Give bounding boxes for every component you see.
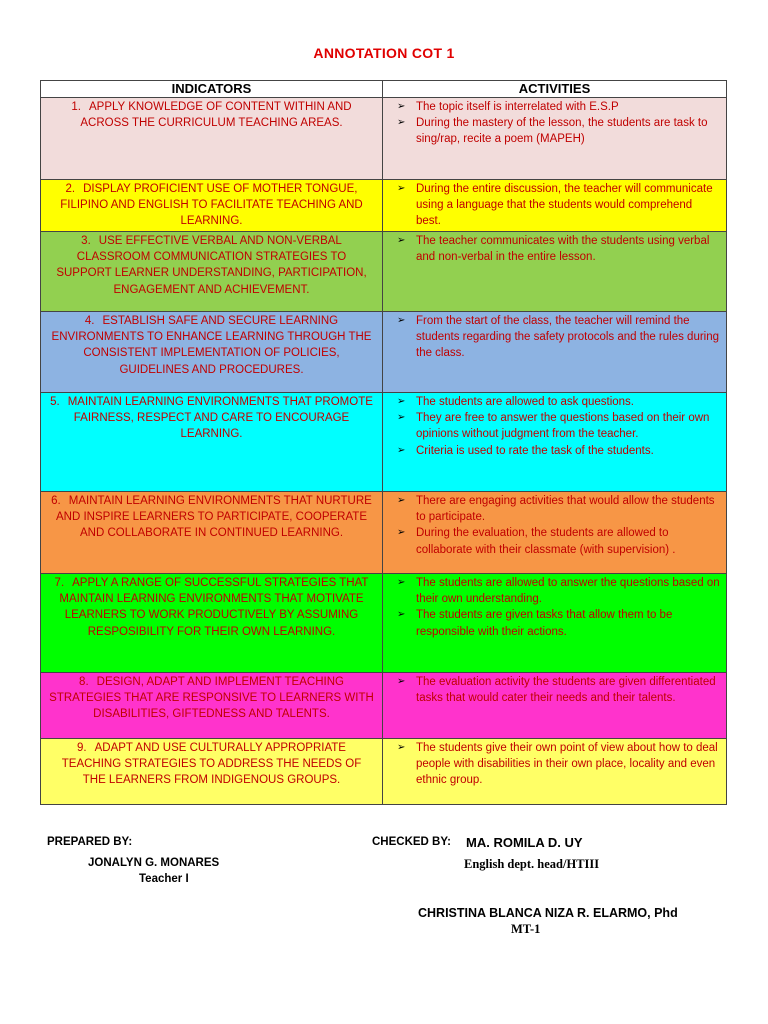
activities-list — [383, 492, 726, 558]
activity-text: There are engaging activities that would allow the students to participate. — [416, 495, 715, 524]
indicator-label: ESTABLISH SAFE AND SECURE LEARNING ENVIRONMENTS TO ENHANCE LEARNING THROUGH THE CONSISTENT IMPLEMENTATION OF POLICIES, GUIDELINES AND PROCEDURES. — [51, 315, 372, 376]
indicator-number: 1. — [71, 101, 81, 113]
indicator-number: 6. — [51, 495, 61, 507]
arrow-bullet-icon: ➢ — [397, 235, 406, 246]
list-item — [397, 233, 720, 265]
prepared-by-title: Teacher I — [139, 873, 189, 885]
document-title: ANNOTATION COT 1 — [313, 45, 455, 61]
indicator-text — [41, 232, 382, 298]
approver-name: CHRISTINA BLANCA NIZA R. ELARMO, Phd — [418, 906, 678, 920]
activities-list — [383, 98, 726, 148]
indicator-number: 3. — [81, 235, 91, 247]
annotation-table — [40, 80, 727, 805]
indicator-number: 7. — [54, 577, 65, 589]
arrow-bullet-icon: ➢ — [397, 396, 406, 407]
activity-text: During the evaluation, the students are allowed to collaborate with their classmate (with supervision) . — [416, 527, 676, 556]
activity-text: Criteria is used to rate the task of the students. — [416, 444, 654, 457]
table-row — [41, 574, 727, 673]
arrow-bullet-icon: ➢ — [397, 117, 406, 129]
activity-text: During the entire discussion, the teacher will communicate using a language that the students would comprehend best. — [416, 183, 713, 228]
indicator-cell — [41, 180, 383, 232]
checked-by-name: MA. ROMILA D. UY — [466, 835, 583, 850]
activity-text: They are free to answer the questions based on their own opinions without judgment from the teacher. — [416, 412, 710, 441]
indicator-number: 4. — [84, 315, 95, 327]
table-row — [41, 492, 727, 574]
indicator-cell — [41, 574, 383, 673]
activity-text: The students are allowed to answer the questions based on their own understanding. — [416, 577, 720, 606]
list-item — [397, 115, 720, 147]
table-row — [41, 312, 727, 393]
table-header-row — [41, 81, 727, 98]
list-item — [397, 674, 720, 706]
arrow-bullet-icon: ➢ — [397, 101, 406, 112]
table-row — [41, 98, 727, 180]
indicator-text — [41, 574, 382, 640]
activity-text: The students give their own point of view about how to deal people with disabilities in their own place, locality and even ethnic group. — [416, 742, 718, 787]
table-row — [41, 393, 727, 492]
activities-list — [383, 673, 726, 706]
activities-list — [383, 232, 726, 265]
activity-text: The teacher communicates with the students using verbal and non-verbal in the entire lesson. — [416, 235, 710, 264]
activity-text: From the start of the class, the teacher will remind the students regarding the safety protocols and the rules during the class. — [416, 315, 720, 360]
arrow-bullet-icon: ➢ — [397, 527, 406, 539]
checked-by-title: English dept. head/HTIII — [464, 857, 600, 871]
indicator-label: USE EFFECTIVE VERBAL AND NON-VERBAL CLASSROOM COMMUNICATION STRATEGIES TO SUPPORT LEARNER UNDERSTANDING, PARTICIPATION, ENGAGEMENT AND ACHIEVEMENT. — [56, 235, 367, 296]
indicator-cell — [41, 673, 383, 739]
list-item — [397, 313, 720, 362]
table-body — [41, 98, 727, 805]
arrow-bullet-icon: ➢ — [397, 315, 406, 326]
checked-by-label: CHECKED BY: — [372, 836, 452, 848]
indicator-text — [41, 98, 382, 131]
indicator-label: ADAPT AND USE CULTURALLY APPROPRIATE TEACHING STRATEGIES TO ADDRESS THE NEEDS OF THE LEARNERS FROM INDIGENOUS GROUPS. — [61, 742, 362, 787]
indicator-cell — [41, 393, 383, 492]
activities-cell — [383, 574, 727, 673]
list-item — [397, 394, 720, 410]
list-item — [397, 493, 720, 525]
prepared-by-name: JONALYN G. MONARES — [88, 857, 220, 869]
activity-text: The evaluation activity the students are given differentiated tasks that would cater their needs and their talents. — [416, 676, 716, 705]
indicator-text — [41, 492, 382, 542]
list-item — [397, 525, 720, 557]
activities-list — [383, 393, 726, 459]
arrow-bullet-icon: ➢ — [397, 444, 406, 456]
activities-list — [383, 180, 726, 230]
list-item — [397, 99, 720, 115]
indicator-label: APPLY KNOWLEDGE OF CONTENT WITHIN AND ACROSS THE CURRICULUM TEACHING AREAS. — [80, 101, 352, 130]
activities-list — [383, 739, 726, 789]
indicator-cell — [41, 312, 383, 393]
arrow-bullet-icon: ➢ — [397, 742, 406, 753]
indicators-header: INDICATORS — [41, 81, 383, 98]
indicator-label: DISPLAY PROFICIENT USE OF MOTHER TONGUE, FILIPINO AND ENGLISH TO FACILITATE TEACHING AND LEARNING. — [60, 183, 363, 228]
activities-cell — [383, 673, 727, 739]
indicator-text — [41, 312, 382, 378]
indicator-cell — [41, 492, 383, 574]
indicator-text — [41, 673, 382, 723]
list-item — [397, 607, 720, 639]
indicator-label: DESIGN, ADAPT AND IMPLEMENT TEACHING STRATEGIES THAT ARE RESPONSIVE TO LEARNERS WITH DISABILITIES, GIFTEDNESS AND TALENTS. — [49, 676, 374, 721]
activity-text: The students are allowed to ask questions. — [416, 396, 634, 408]
table-row — [41, 180, 727, 232]
activities-list — [383, 574, 726, 640]
activities-cell — [383, 232, 727, 312]
activity-text: During the mastery of the lesson, the students are task to sing/rap, recite a poem (MAPEH) — [416, 117, 708, 146]
table-row — [41, 673, 727, 739]
indicator-text — [41, 180, 382, 230]
indicator-cell — [41, 98, 383, 180]
list-item — [397, 443, 720, 459]
indicator-text — [41, 393, 382, 443]
activity-text: The topic itself is interrelated with E.S.P — [416, 101, 619, 113]
activities-list — [383, 312, 726, 362]
approver-title: MT-1 — [511, 922, 541, 936]
arrow-bullet-icon: ➢ — [397, 495, 406, 506]
activities-cell — [383, 312, 727, 393]
activities-cell — [383, 98, 727, 180]
indicator-text — [41, 739, 382, 789]
activity-text: The students are given tasks that allow them to be responsible with their actions. — [416, 609, 673, 638]
indicator-number: 2. — [65, 183, 76, 195]
table-row — [41, 232, 727, 312]
activities-cell — [383, 180, 727, 232]
activities-cell — [383, 492, 727, 574]
indicator-number: 5. — [50, 396, 60, 408]
activities-cell — [383, 393, 727, 492]
indicator-label: MAINTAIN LEARNING ENVIRONMENTS THAT NURTURE AND INSPIRE LEARNERS TO PARTICIPATE, COOPERATE AND COLLABORATE IN CONTINUED LEARNING. — [56, 495, 372, 540]
arrow-bullet-icon: ➢ — [397, 676, 406, 687]
table-row — [41, 739, 727, 805]
arrow-bullet-icon: ➢ — [397, 609, 406, 621]
indicator-label: MAINTAIN LEARNING ENVIRONMENTS THAT PROMOTE FAIRNESS, RESPECT AND CARE TO ENCOURAGE LEARNING. — [67, 396, 373, 441]
prepared-by-label: PREPARED BY: — [47, 836, 133, 848]
indicator-number: 9. — [77, 742, 87, 754]
activities-cell — [383, 739, 727, 805]
list-item — [397, 181, 720, 230]
indicator-cell — [41, 739, 383, 805]
indicator-number: 8. — [79, 676, 89, 688]
list-item — [397, 740, 720, 789]
list-item — [397, 575, 720, 607]
activities-header: ACTIVITIES — [383, 81, 727, 98]
indicator-label: APPLY A RANGE OF SUCCESSFUL STRATEGIES THAT MAINTAIN LEARNING ENVIRONMENTS THAT MOTIVATE LEARNERS TO WORK PRODUCTIVELY BY ASSUMING RESPOSIBILITY FOR THEIR OWN LEARNING. — [59, 577, 369, 638]
arrow-bullet-icon: ➢ — [397, 183, 406, 194]
list-item — [397, 410, 720, 442]
arrow-bullet-icon: ➢ — [397, 412, 406, 424]
indicator-cell — [41, 232, 383, 312]
arrow-bullet-icon: ➢ — [397, 577, 406, 588]
